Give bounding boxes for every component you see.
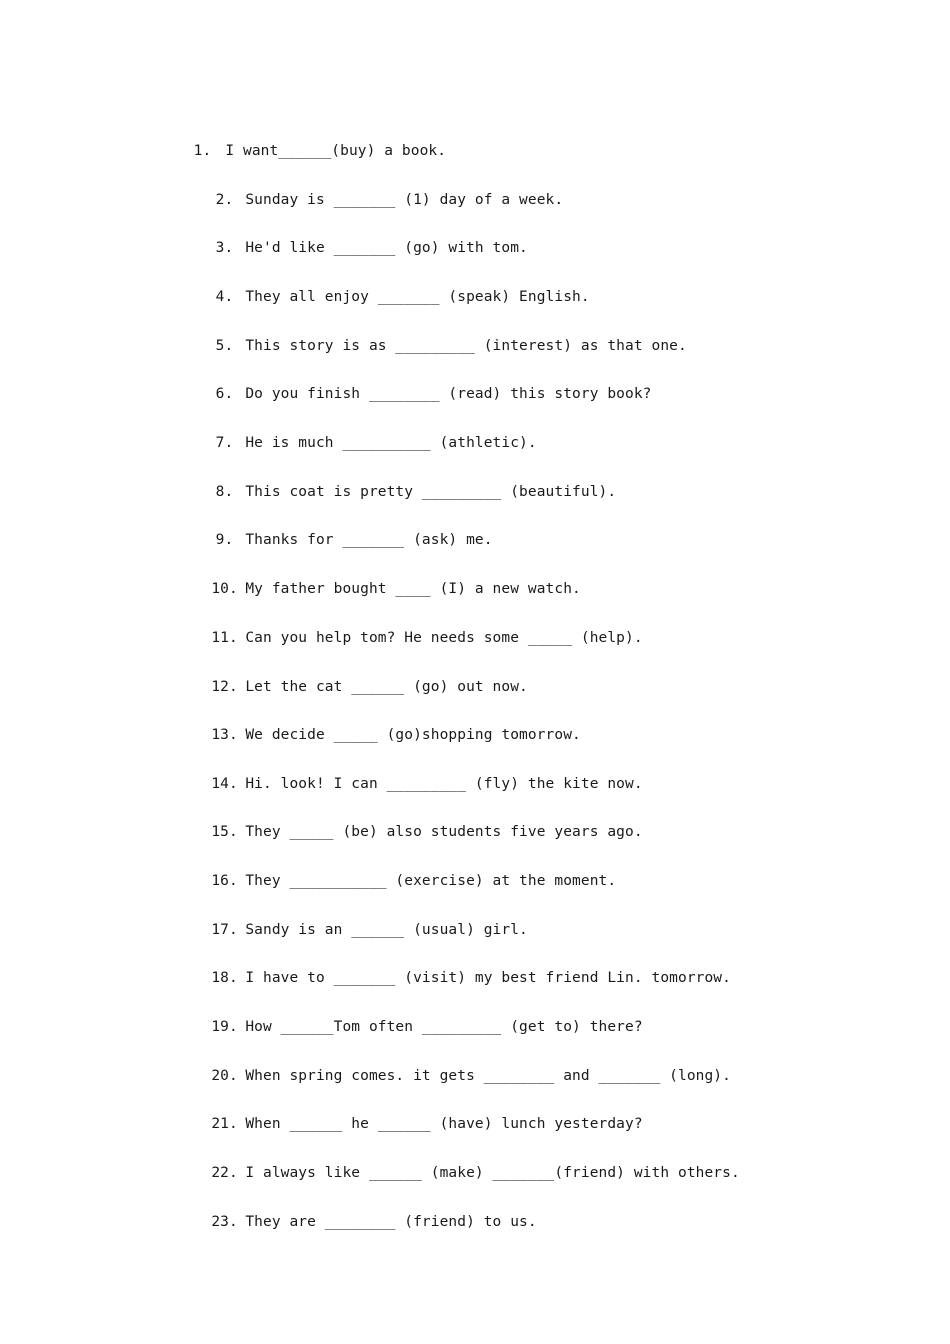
- question-text: He'd like _______ (go) with tom.: [245, 240, 528, 256]
- question-text: Let the cat ______ (go) out now.: [245, 679, 528, 695]
- question-text: Can you help tom? He needs some _____ (help).: [245, 630, 643, 646]
- question-number: 7.: [215, 435, 234, 451]
- question-text: I have to _______ (visit) my best friend Lin. tomorrow.: [245, 970, 731, 986]
- question-number: 17.: [211, 922, 238, 938]
- question-number: 12.: [211, 679, 238, 695]
- question-text: Sunday is _______ (1) day of a week.: [245, 192, 564, 208]
- question-text: This coat is pretty _________ (beautiful).: [245, 484, 617, 500]
- question-number: 20.: [211, 1068, 238, 1084]
- question-number: 4.: [215, 289, 234, 305]
- question-text: Thanks for _______ (ask) me.: [245, 532, 493, 548]
- question-text: This story is as _________ (interest) as that one.: [245, 338, 687, 354]
- question-text: He is much __________ (athletic).: [245, 435, 537, 451]
- question-text: They all enjoy _______ (speak) English.: [245, 289, 590, 305]
- question-number: 2.: [215, 192, 234, 208]
- question-number: 22.: [211, 1165, 238, 1181]
- question-number: 13.: [211, 727, 238, 743]
- question-number: 9.: [215, 532, 234, 548]
- question-number: 18.: [211, 970, 238, 986]
- question-23: [176, 1192, 537, 1252]
- question-number: 14.: [211, 776, 238, 792]
- question-number: 21.: [211, 1116, 238, 1132]
- question-text: I always like ______ (make) _______(friend) with others.: [245, 1165, 740, 1181]
- question-number: 8.: [215, 484, 234, 500]
- question-number: 15.: [211, 824, 238, 840]
- question-number: 10.: [211, 581, 238, 597]
- question-text: They _____ (be) also students five years ago.: [245, 824, 643, 840]
- question-number: 5.: [215, 338, 234, 354]
- question-text: Do you finish ________ (read) this story book?: [245, 386, 652, 402]
- question-text: I want______(buy) a book.: [225, 143, 447, 159]
- question-text: When ______ he ______ (have) lunch yesterday?: [245, 1116, 643, 1132]
- question-text: My father bought ____ (I) a new watch.: [245, 581, 581, 597]
- question-number: 3.: [215, 240, 234, 256]
- question-number: 19.: [211, 1019, 238, 1035]
- question-number: 23.: [211, 1214, 238, 1230]
- question-text: Hi. look! I can _________ (fly) the kite now.: [245, 776, 643, 792]
- question-number: 16.: [211, 873, 238, 889]
- question-number: 6.: [215, 386, 234, 402]
- question-number: 11.: [211, 630, 238, 646]
- question-text: When spring comes. it gets ________ and _______ (long).: [245, 1068, 731, 1084]
- question-text: We decide _____ (go)shopping tomorrow.: [245, 727, 581, 743]
- question-number: 1.: [193, 143, 212, 159]
- question-text: They ___________ (exercise) at the moment.: [245, 873, 617, 889]
- question-text: Sandy is an ______ (usual) girl.: [245, 922, 528, 938]
- question-text: They are ________ (friend) to us.: [245, 1214, 537, 1230]
- question-text: How ______Tom often _________ (get to) there?: [245, 1019, 643, 1035]
